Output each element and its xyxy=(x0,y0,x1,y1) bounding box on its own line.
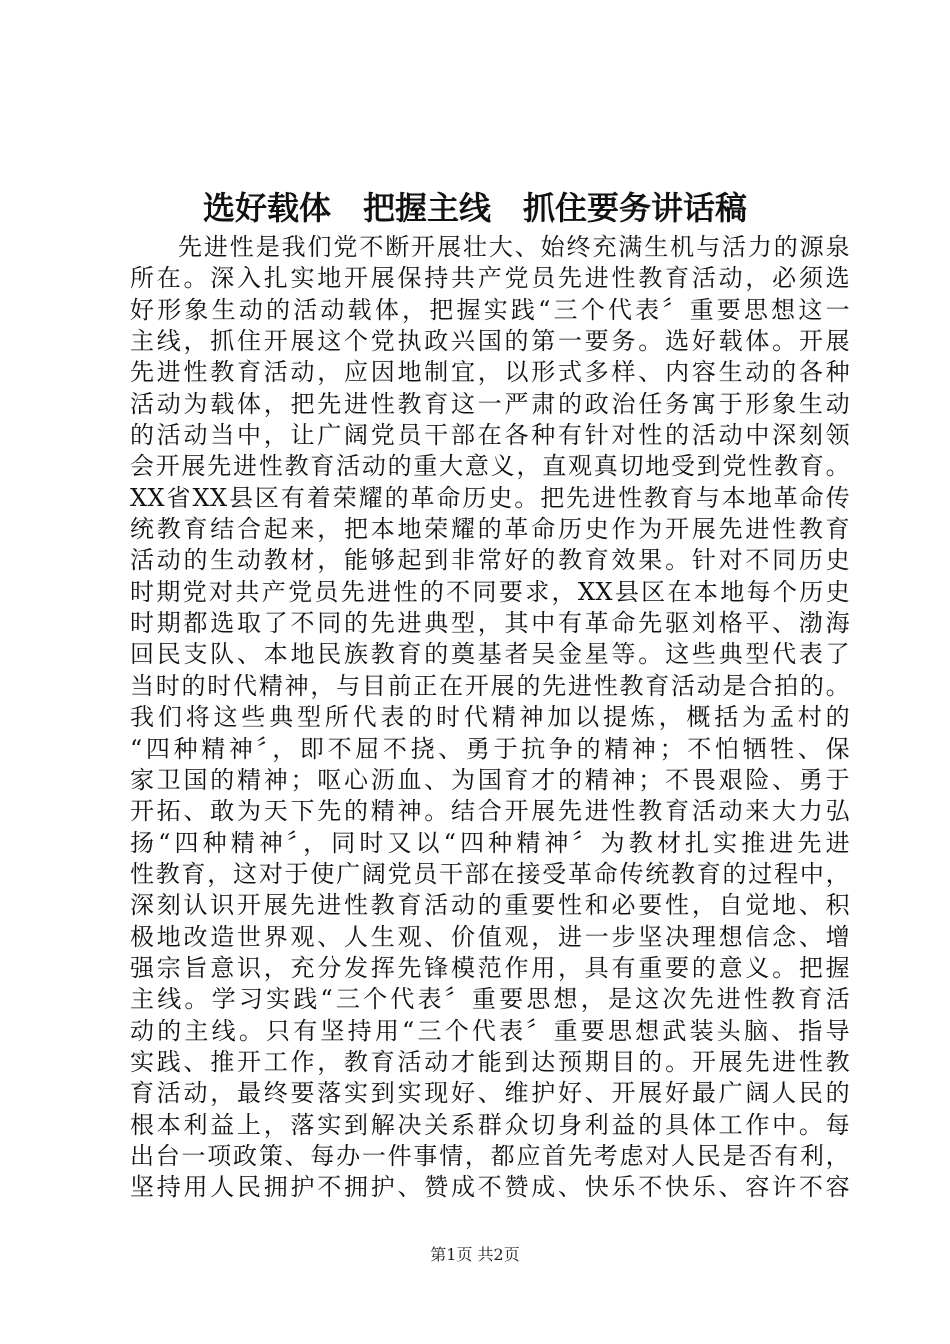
body-line: 实践、推开工作，教育活动才能到达预期目的。开展先进性教 xyxy=(130,1047,850,1076)
body-line: 扬“四种精神〞，同时又以“四种精神〞为教材扎实推进先进 xyxy=(130,828,850,857)
body-line: 主线。学习实践“三个代表〞重要思想，是这次先进性教育活 xyxy=(130,985,850,1014)
body-line: 回民支队、本地民族教育的奠基者吴金星等。这些典型代表了 xyxy=(130,640,850,669)
body-line: 的活动当中，让广阔党员干部在各种有针对性的活动中深刻领 xyxy=(130,421,850,450)
body-line: 开拓、敢为天下先的精神。结合开展先进性教育活动来大力弘 xyxy=(130,797,850,826)
body-line: “四种精神〞，即不屈不挠、勇于抗争的精神；不怕牺牲、保 xyxy=(130,734,850,763)
body-line: 家卫国的精神；呕心沥血、为国育才的精神；不畏艰险、勇于 xyxy=(130,765,850,794)
body-line: 当时的时代精神，与目前正在开展的先进性教育活动是合拍的。 xyxy=(130,671,850,700)
body-line: 先进性是我们党不断开展壮大、始终充满生机与活力的源泉 xyxy=(178,233,850,261)
body-line: 动的主线。只有坚持用“三个代表〞重要思想武装头脑、指导 xyxy=(130,1016,850,1045)
body-line: 活动的生动教材，能够起到非常好的教育效果。针对不同历史 xyxy=(130,546,850,575)
body-line: 活动为载体，把先进性教育这一严肃的政治任务寓于形象生动 xyxy=(130,389,850,418)
body-line: 出台一项政策、每办一件事情，都应首先考虑对人民是否有利， xyxy=(130,1141,850,1170)
body-line: 先进性教育活动，应因地制宜，以形式多样、内容生动的各种 xyxy=(130,358,850,387)
body-line: 所在。深入扎实地开展保持共产党员先进性教育活动，必须选 xyxy=(130,264,850,293)
body-line: 主线，抓住开展这个党执政兴国的第一要务。选好载体。开展 xyxy=(130,327,850,356)
body-line: 我们将这些典型所代表的时代精神加以提炼，概括为孟村的 xyxy=(130,703,850,732)
page-footer: 第1页 共2页 xyxy=(430,1245,520,1264)
document-body xyxy=(130,232,850,1204)
body-line: 深刻认识开展先进性教育活动的重要性和必要性，自觉地、积 xyxy=(130,891,850,920)
body-line: 好形象生动的活动载体，把握实践“三个代表〞重要思想这一 xyxy=(130,295,850,324)
body-line: 性教育，这对于使广阔党员干部在接受革命传统教育的过程中， xyxy=(130,859,850,888)
body-line: 育活动，最终要落实到实现好、维护好、开展好最广阔人民的 xyxy=(130,1079,850,1108)
body-line: 根本利益上，落实到解决关系群众切身利益的具体工作中。每 xyxy=(130,1110,850,1139)
body-line: XX省XX县区有着荣耀的革命历史。把先进性教育与本地革命传 xyxy=(130,483,850,512)
body-line: 强宗旨意识，充分发挥先锋模范作用，具有重要的意义。把握 xyxy=(130,953,850,982)
body-line: 极地改造世界观、人生观、价值观，进一步坚决理想信念、增 xyxy=(130,922,850,951)
body-line: 坚持用人民拥护不拥护、赞成不赞成、快乐不快乐、容许不容 xyxy=(130,1173,850,1202)
body-line: 统教育结合起来，把本地荣耀的革命历史作为开展先进性教育 xyxy=(130,515,850,544)
body-line: 时期都选取了不同的先进典型，其中有革命先驱刘格平、渤海 xyxy=(130,609,850,638)
body-line: 会开展先进性教育活动的重大意义，直观真切地受到党性教育。 xyxy=(130,452,850,481)
document-title: 选好载体 把握主线 抓住要务讲话稿 xyxy=(202,189,747,227)
body-line: 时期党对共产党员先进性的不同要求，XX县区在本地每个历史 xyxy=(130,577,850,606)
